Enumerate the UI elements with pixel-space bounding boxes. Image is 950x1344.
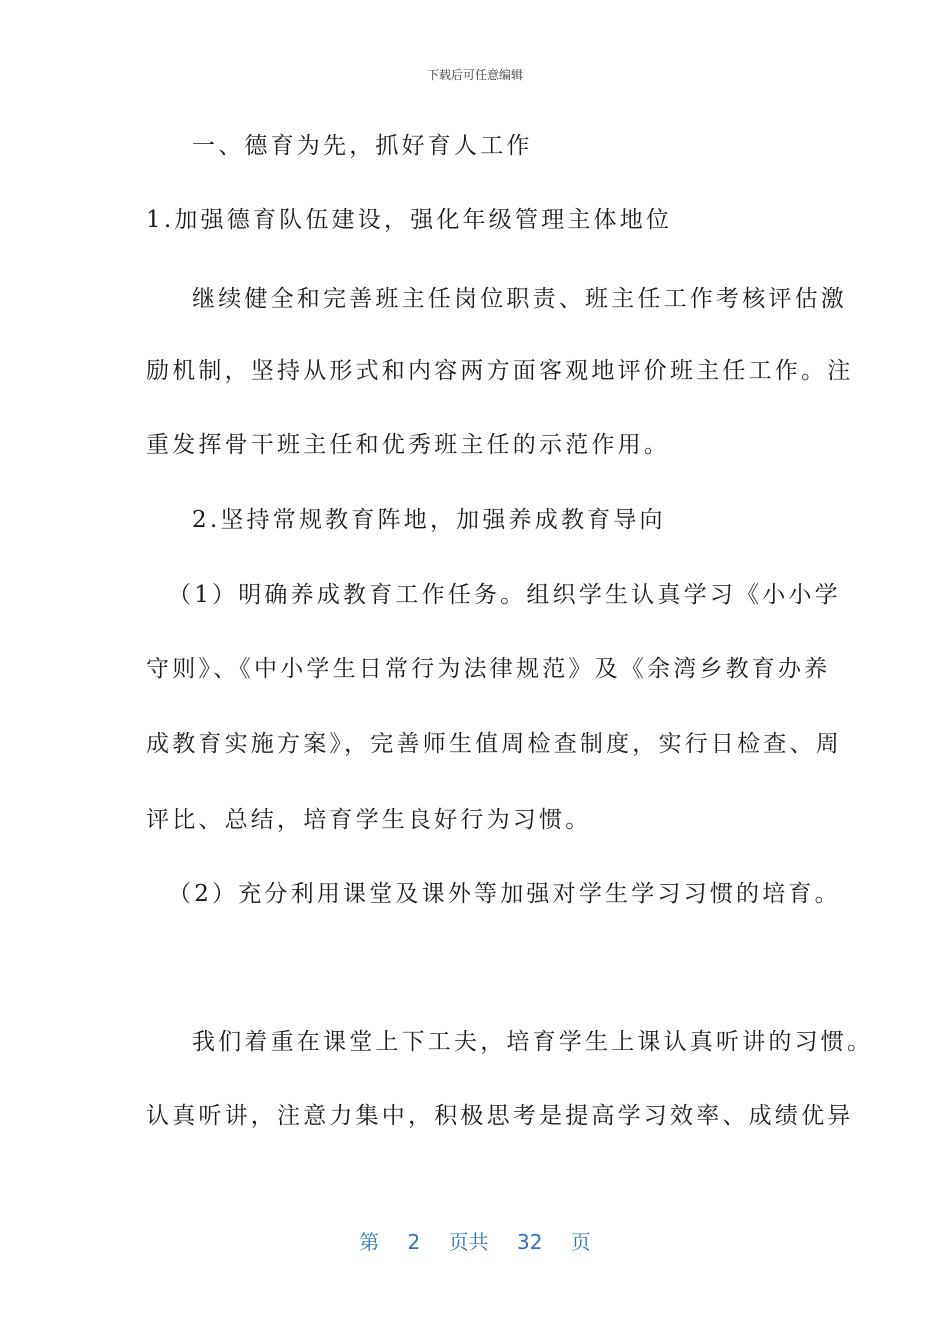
total-page-count: 32 — [517, 1230, 543, 1254]
subsection-heading-1: 1.加强德育队伍建设，强化年级管理主体地位 — [146, 207, 673, 233]
section-heading: 一、德育为先，抓好育人工作 — [192, 133, 533, 159]
paragraph-line: 重发挥骨干班主任和优秀班主任的示范作用。 — [146, 432, 670, 458]
paragraph-line: 我们着重在课堂上下工夫，培育学生上课认真听讲的习惯。 — [192, 1029, 874, 1055]
footer-prefix: 第 — [359, 1230, 380, 1254]
footer-suffix: 页 — [570, 1230, 591, 1254]
paragraph-line: 评比、总结，培育学生良好行为习惯。 — [146, 807, 592, 833]
footer-middle: 页共 — [448, 1230, 489, 1254]
paragraph-line: 励机制，坚持从形式和内容两方面客观地评价班主任工作。注 — [146, 358, 854, 384]
subsection-heading-2: 2.坚持常规教育阵地，加强养成教育导向 — [192, 507, 666, 533]
paragraph-line: （2）充分利用课堂及课外等加强对学生学习习惯的培育。 — [168, 881, 841, 907]
paragraph-line: 成教育实施方案》，完善师生值周检查制度，实行日检查、周 — [146, 731, 842, 757]
page-footer — [0, 1226, 950, 1255]
paragraph-line: （1）明确养成教育工作任务。组织学生认真学习《小小学 — [168, 582, 841, 608]
paragraph-line: 守则》、《中小学生日常行为法律规范》及《余湾乡教育办养 — [146, 656, 831, 682]
header-note: 下载后可任意编辑 — [426, 68, 523, 82]
paragraph-line: 认真听讲，注意力集中，积极思考是提高学习效率、成绩优异 — [146, 1103, 854, 1129]
current-page-number: 2 — [407, 1230, 421, 1254]
paragraph-line: 继续健全和完善班主任岗位职责、班主任工作考核评估激 — [192, 286, 847, 312]
